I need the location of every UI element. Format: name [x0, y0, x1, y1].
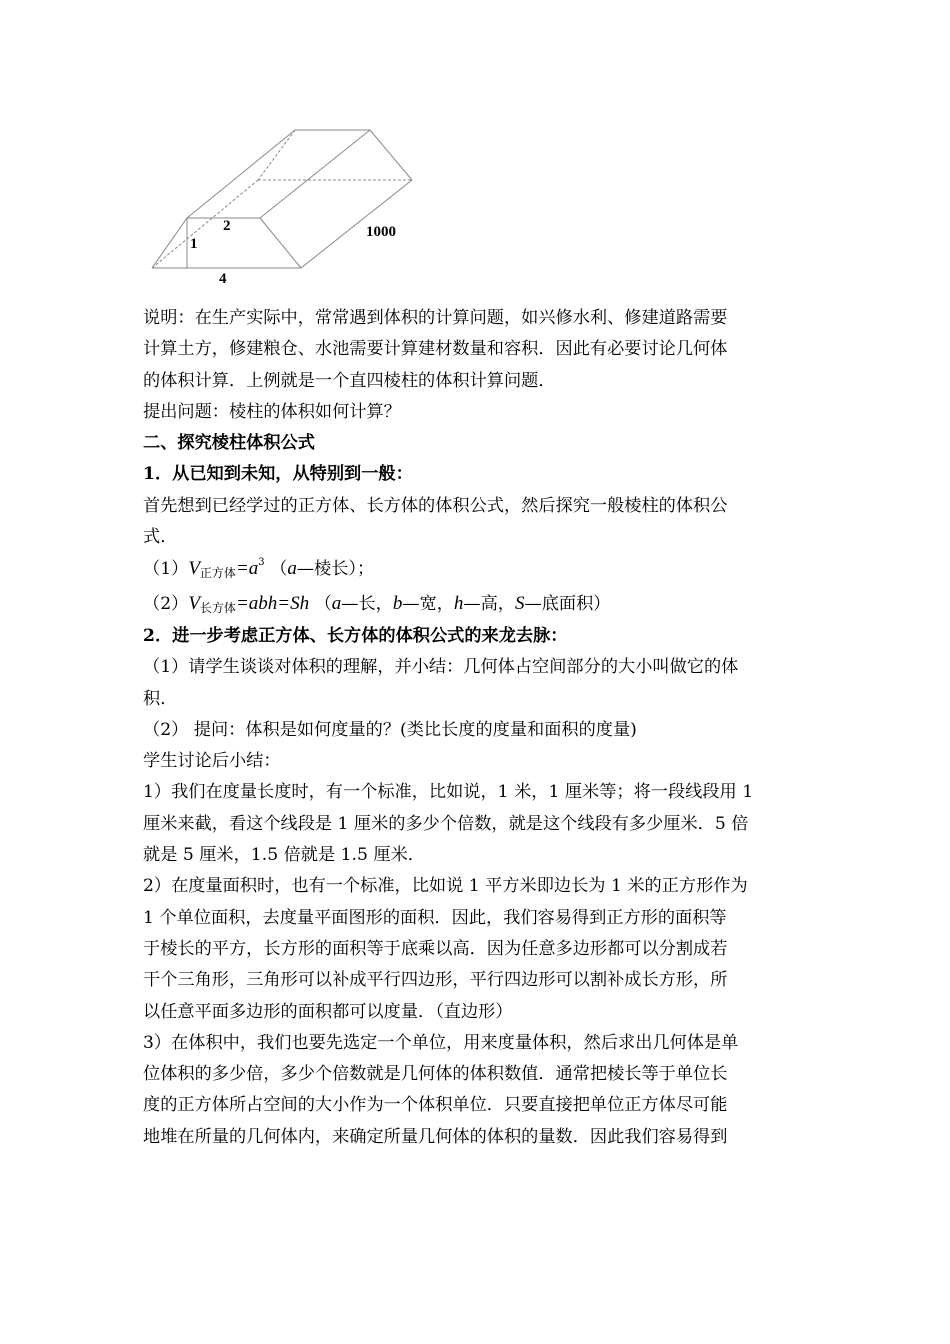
subsection-heading: 2．进一步考虑正方体、长方体的体积公式的来龙去脉：	[143, 625, 568, 646]
var-s: S	[515, 592, 525, 614]
paren-open: （	[314, 593, 332, 614]
var-b: b	[392, 592, 403, 614]
volume-symbol: V	[188, 592, 200, 614]
formula-cuboid-line	[143, 588, 809, 621]
paragraph-line: 积．	[143, 688, 178, 709]
label-top-base: 2	[223, 218, 231, 234]
paragraph-line: 式．	[143, 527, 178, 548]
desc-s: —底面积）	[524, 593, 611, 614]
desc-b: —宽，	[402, 593, 454, 614]
label-height: 1	[190, 236, 198, 252]
prism-figure	[140, 120, 440, 295]
volume-subscript: 正方体	[199, 566, 236, 581]
var-h: h	[453, 592, 464, 614]
note-text: —棱长）；	[296, 559, 375, 580]
paragraph-line: 计算土方，修建粮仓、水池需要计算建材数量和容积．因此有必要讨论几何体	[143, 339, 728, 360]
document-body	[143, 303, 809, 1153]
note-variable: a	[287, 558, 297, 580]
paragraph-line: 首先想到已经学过的正方体、长方体的体积公式，然后探究一般棱柱的体积公	[143, 495, 728, 516]
label-length: 1000	[366, 224, 396, 240]
edge-symbol: a	[248, 558, 259, 580]
formula-expression: =abh=Sh	[235, 592, 310, 614]
note-open: （	[270, 559, 288, 580]
formula-number: （1）	[143, 559, 189, 580]
formula-number: （2）	[143, 593, 189, 614]
paragraph-line: 的体积计算．上例就是一个直四棱柱的体积计算问题．	[143, 370, 556, 391]
paragraph-line: 度的正方体所占空间的大小作为一个体积单位．只要直接把单位正方体尽可能	[143, 1095, 728, 1116]
paragraph-line: 说明：在生产实际中，常常遇到体积的计算问题，如兴修水利、修建道路需要	[143, 308, 728, 328]
paragraph-line: 就是 5 厘米，1.5 倍就是 1.5 厘米．	[143, 845, 425, 866]
paragraph-line: 于棱长的平方，长方形的面积等于底乘以高．因为任意多边形都可以分割成若	[143, 938, 728, 959]
paragraph-line: 干个三角形，三角形可以补成平行四边形，平行四边形可以割补成长方形，所	[143, 970, 728, 991]
paragraph-line: 厘米来截，看这个线段是 1 厘米的多少个倍数，就是这个线段有多少厘米．5 倍	[143, 813, 749, 834]
prism-drawing	[140, 120, 440, 295]
subsection-heading: 1．从已知到未知，从特别到一般：	[143, 464, 413, 485]
desc-h: —高，	[463, 593, 515, 614]
paragraph-line: （2） 提问：体积是如何度量的？(类比长度的度量和面积的度量)	[143, 719, 637, 740]
paragraph-line: 1）我们在度量长度时，有一个标准，比如说，1 米，1 厘米等；将一段线段用 1	[143, 782, 754, 803]
paragraph-line: 2）在度量面积时，也有一个标准，比如说 1 平方米即边长为 1 米的正方形作为	[143, 876, 748, 897]
equals-sign: =	[235, 558, 249, 580]
paragraph-line: 1 个单位面积，去度量平面图形的面积．因此，我们容易得到正方形的面积等	[143, 907, 727, 928]
desc-a: —长，	[341, 593, 393, 614]
paragraph-line: 学生讨论后小结：	[143, 751, 281, 772]
question-line: 提出问题：棱柱的体积如何计算？	[143, 401, 401, 422]
formula-cube-line	[143, 553, 809, 587]
volume-symbol: V	[188, 558, 200, 580]
paragraph-line: （1）请学生谈谈对体积的理解，并小结：几何体占空间部分的大小叫做它的体	[143, 657, 739, 678]
paragraph-line: 3）在体积中，我们也要先选定一个单位，用来度量体积，然后求出几何体是单	[143, 1032, 739, 1053]
label-bottom-base: 4	[219, 271, 227, 287]
paragraph-line: 以任意平面多边形的面积都可以度量．（直边形）	[143, 1001, 513, 1022]
section-heading: 二、探究棱柱体积公式	[143, 433, 315, 454]
exponent: 3	[258, 557, 265, 569]
paragraph-line: 地堆在所量的几何体内，来确定所量几何体的体积的量数．因此我们容易得到	[143, 1126, 728, 1147]
var-a: a	[331, 592, 342, 614]
paragraph-line: 位体积的多少倍，多少个倍数就是几何体的体积数值．通常把棱长等于单位长	[143, 1064, 728, 1085]
volume-subscript: 长方体	[199, 600, 236, 615]
